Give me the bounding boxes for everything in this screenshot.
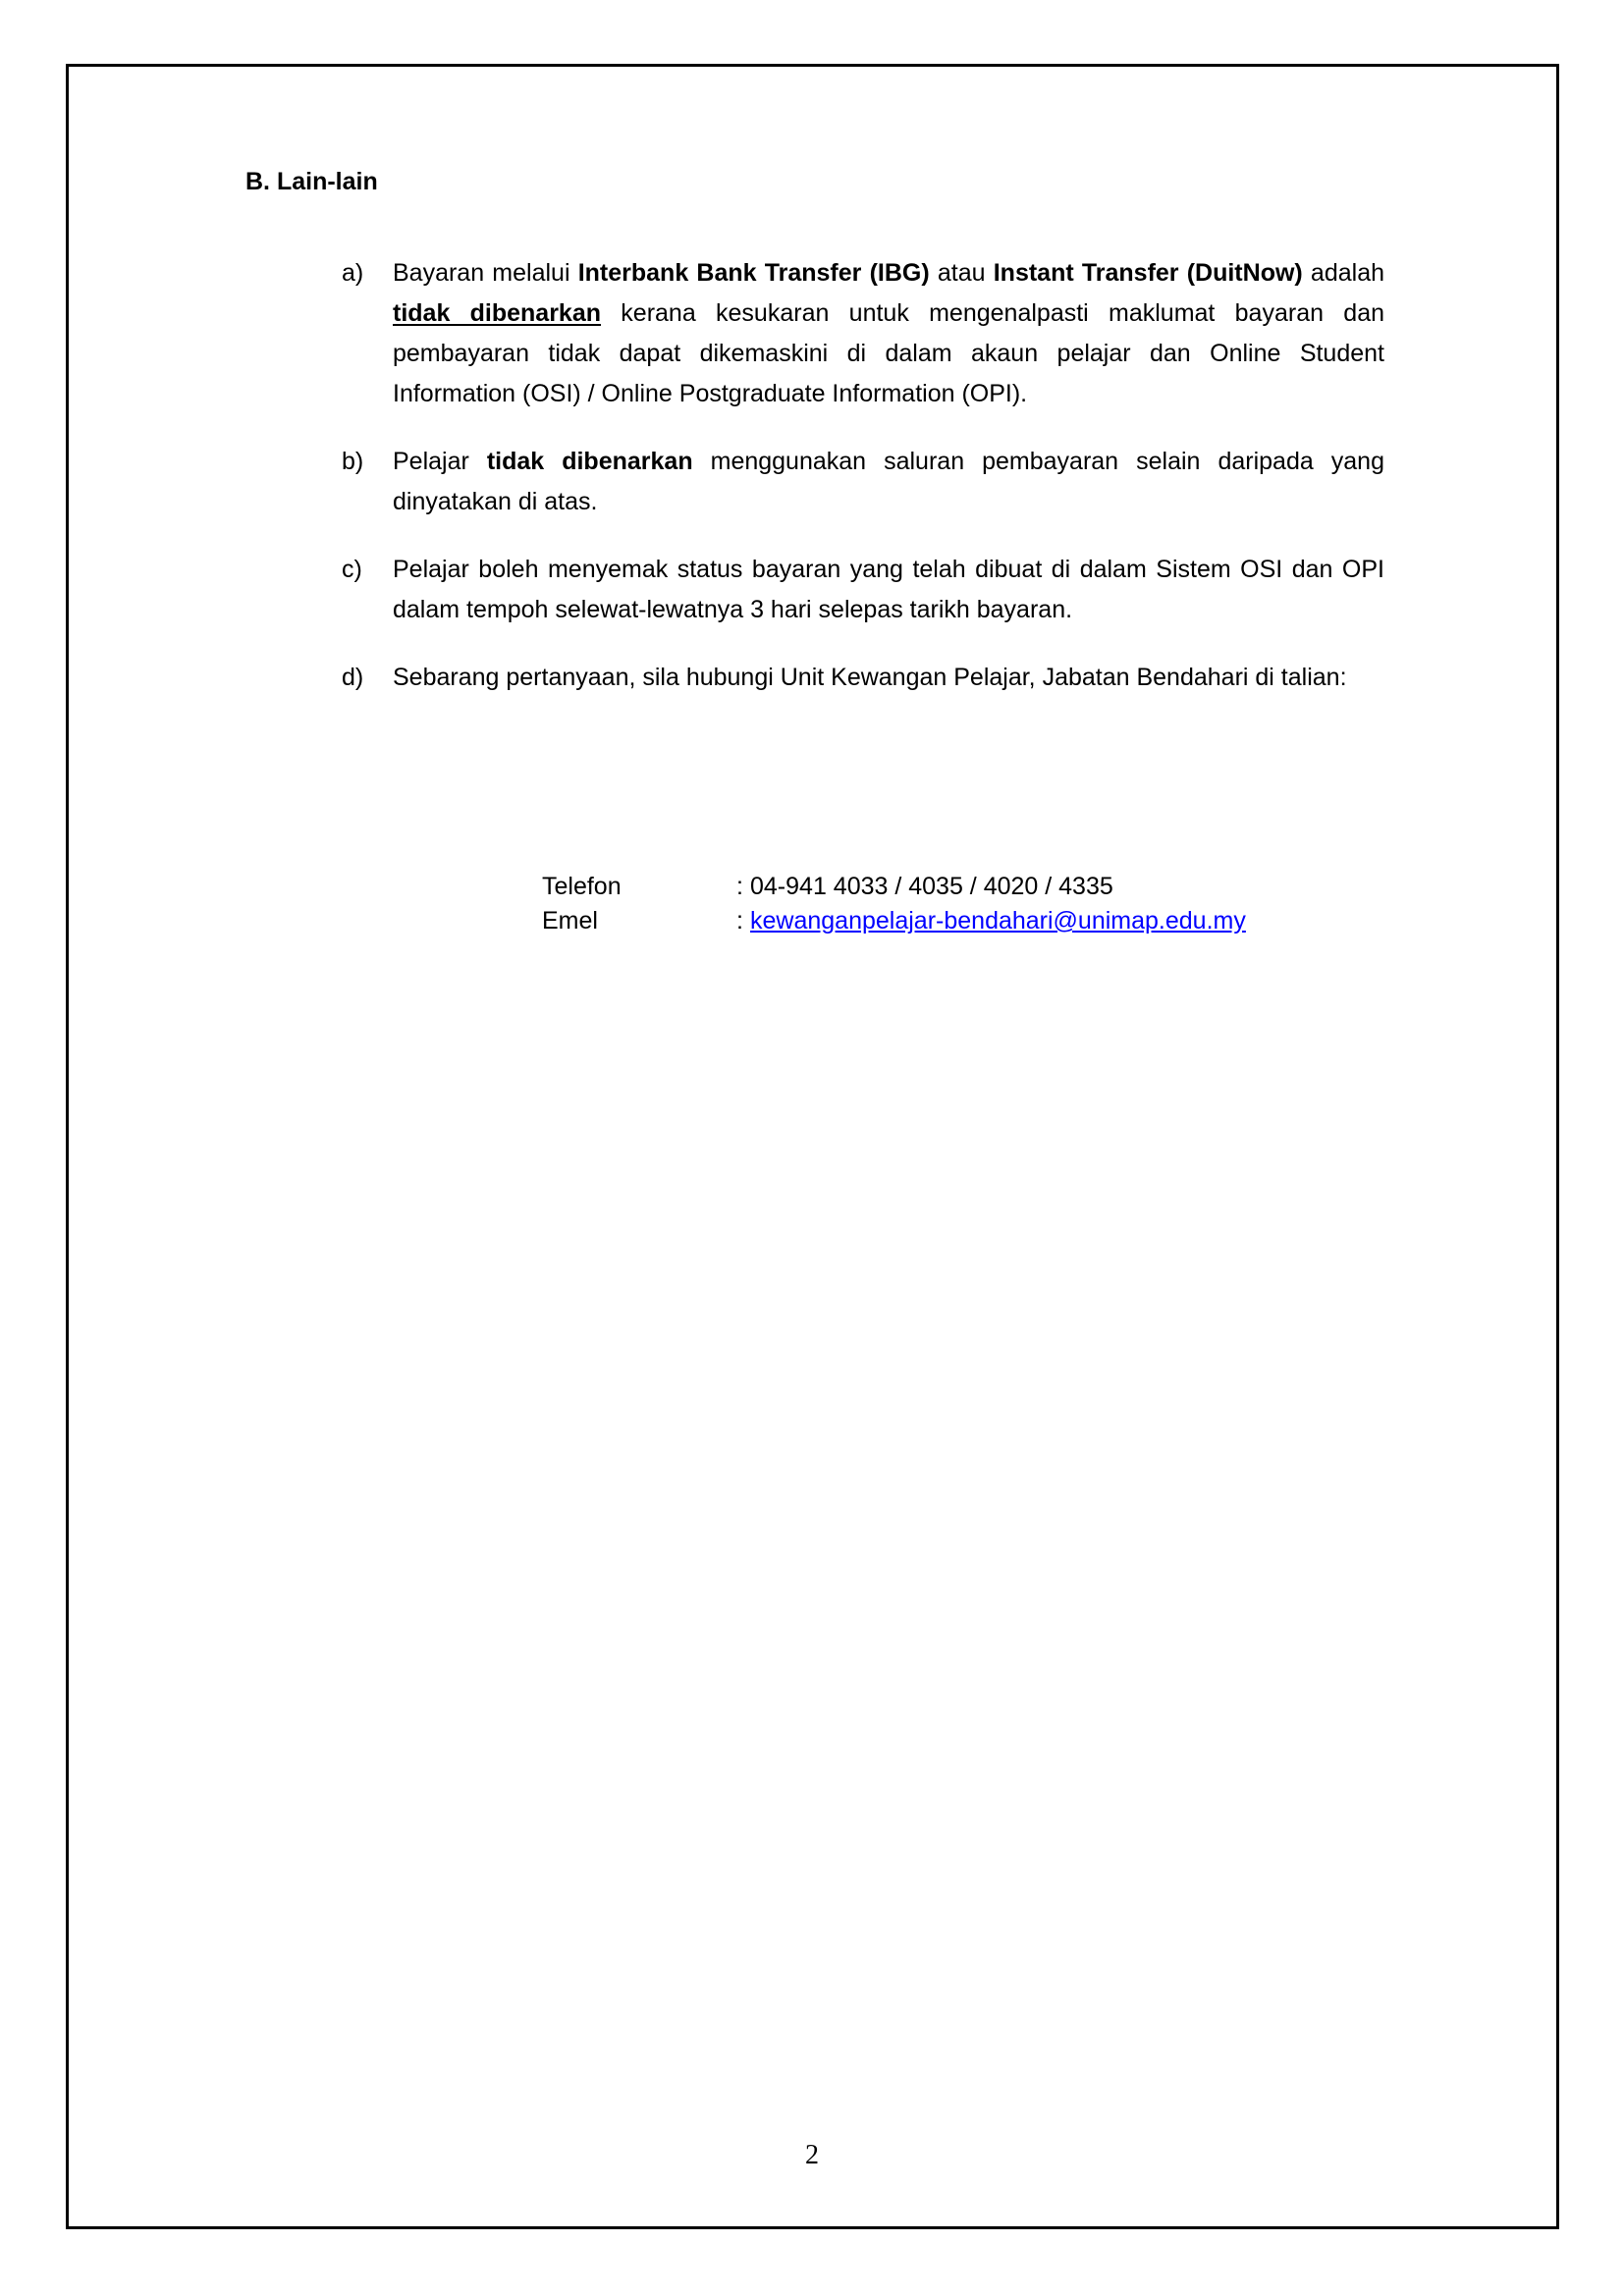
list-item <box>342 550 1384 630</box>
text-run: Pelajar boleh menyemak status bayaran yang telah dibuat di dalam Sistem OSI dan OPI dalam tempoh selewat-lewatnya 3 hari selepas tarikh bayaran. <box>393 556 1384 623</box>
contact-details <box>542 870 1246 938</box>
contact-label: Emel <box>542 907 598 934</box>
section-heading: B. Lain-lain <box>245 168 378 195</box>
text-run: Sebarang pertanyaan, sila hubungi Unit Kewangan Pelajar, Jabatan Bendahari di talian: <box>393 664 1347 691</box>
text-run: adalah <box>1302 259 1384 287</box>
list-item-text <box>393 658 1384 698</box>
contact-label: Telefon <box>542 873 622 900</box>
list-item-text <box>393 442 1384 522</box>
text-run: Bayaran melalui <box>393 259 578 287</box>
emphasis-bold: Interbank Bank Transfer (IBG) <box>577 259 930 287</box>
text-run: Pelajar <box>393 448 487 475</box>
emphasis-bold-underline: tidak dibenarkan <box>393 299 602 327</box>
emphasis-bold: Instant Transfer (DuitNow) <box>993 259 1303 287</box>
list-item-marker: d) <box>342 664 364 691</box>
contact-separator: : <box>736 873 743 900</box>
contact-row <box>542 904 1246 938</box>
emphasis-bold: tidak dibenarkan <box>486 448 693 475</box>
text-run: kerana kesukaran untuk mengenalpasti maklumat bayaran dan pembayaran tidak dapat dikemaskini di dalam akaun pelajar dan Online Student Information (OSI) / Online Postgraduate Information (OPI). <box>393 299 1384 407</box>
list-item <box>342 658 1384 698</box>
text-run: atau <box>929 259 994 287</box>
list-item <box>342 253 1384 414</box>
text-run: menggunakan saluran pembayaran selain daripada yang dinyatakan di atas. <box>393 448 1384 515</box>
list-item-text <box>393 253 1384 414</box>
list-item-text <box>393 550 1384 630</box>
contact-separator: : <box>736 907 743 934</box>
list-item-marker: a) <box>342 259 364 287</box>
email-link[interactable]: kewanganpelajar-bendahari@unimap.edu.my <box>750 907 1246 934</box>
list-item-marker: b) <box>342 448 364 475</box>
phone-value: 04-941 4033 / 4035 / 4020 / 4335 <box>750 873 1113 900</box>
contact-row <box>542 870 1246 904</box>
list-item <box>342 442 1384 522</box>
lettered-list <box>342 253 1384 698</box>
list-item-marker: c) <box>342 556 362 583</box>
page-number: 2 <box>805 2140 819 2170</box>
